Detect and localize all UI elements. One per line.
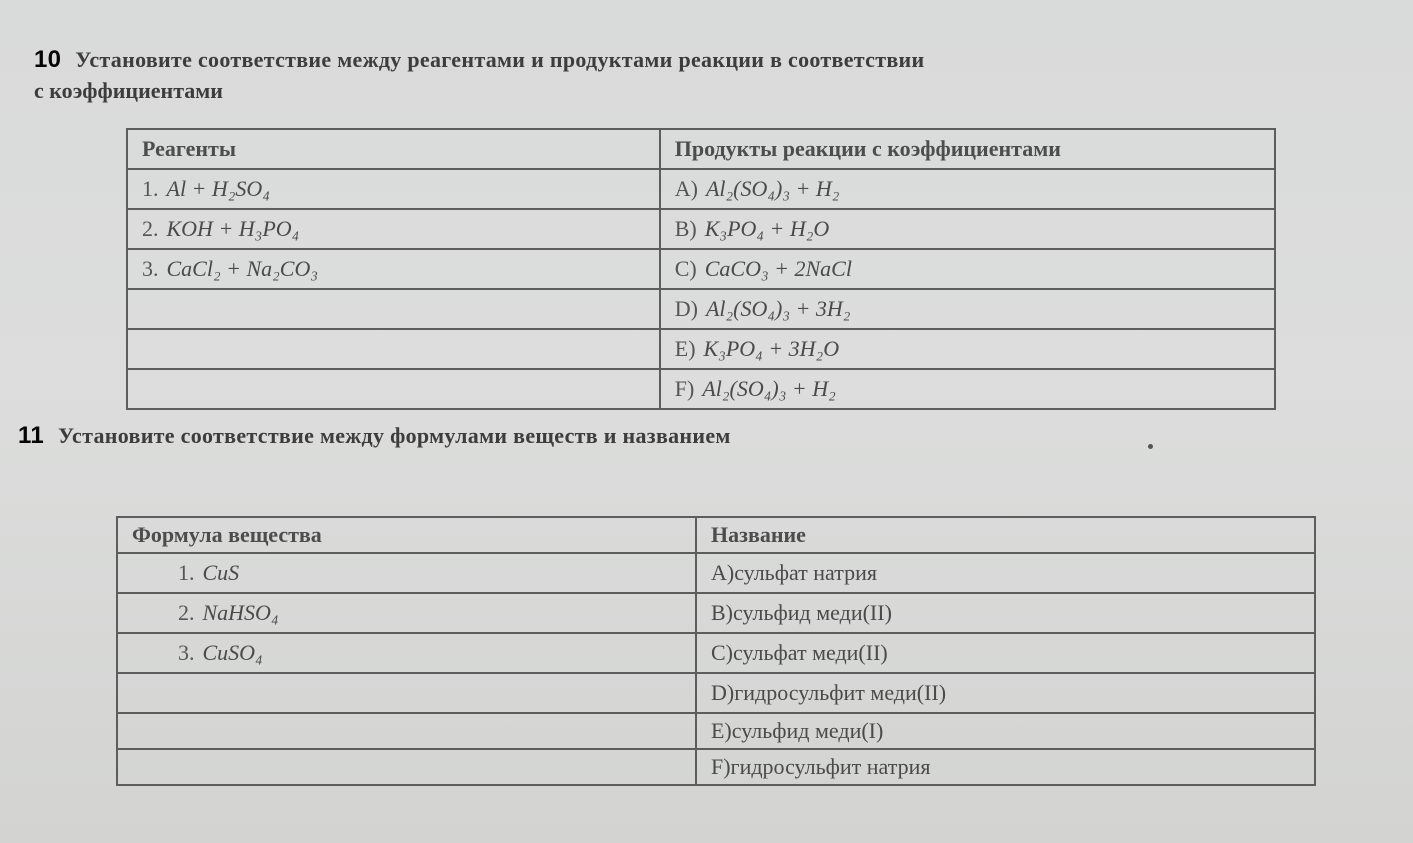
table-row [117, 713, 1315, 749]
table-row [127, 209, 1275, 249]
table-row [127, 249, 1275, 289]
product-formula: Al₂(SO₄)₃ + H₂ [705, 176, 840, 201]
product-cell [660, 249, 1275, 289]
product-index: F) [674, 376, 695, 401]
task-11-text: Установите соответствие между формулами веществ и названием [57, 423, 731, 448]
product-index: C) [674, 256, 697, 281]
reagent-cell [127, 249, 660, 289]
formula-text: CuS [202, 560, 240, 585]
name-cell: A)сульфат натрия [696, 553, 1315, 593]
name-cell: F)гидросульфит натрия [696, 749, 1315, 785]
table-row [117, 553, 1315, 593]
product-formula: K₃PO₄ + 3H₂O [703, 336, 840, 361]
reagent-index: 3. [142, 256, 159, 281]
header-products: Продукты реакции с коэффициентами [660, 129, 1275, 169]
table-row [117, 593, 1315, 633]
reagent-cell [127, 289, 660, 329]
task-11-title [18, 422, 731, 450]
formula-cell [117, 593, 696, 633]
header-formula: Формула вещества [117, 517, 696, 553]
product-formula: CaCO₃ + 2NaCl [704, 256, 852, 281]
reagent-formula: CaCl₂ + Na₂CO₃ [166, 256, 318, 281]
formula-cell [117, 749, 696, 785]
table-header-row [117, 517, 1315, 553]
reagent-formula: KOH + H₃PO₄ [166, 216, 300, 241]
reagent-index: 2. [142, 216, 159, 241]
header-name: Название [696, 517, 1315, 553]
task-11-table [116, 516, 1316, 786]
table-header-row [127, 129, 1275, 169]
task-10-text: Установите соответствие между реагентами и продуктами реакции в соответствии [75, 47, 925, 72]
product-cell [660, 369, 1275, 409]
formula-index: 3. [178, 640, 195, 665]
formula-index: 2. [178, 600, 195, 625]
name-cell: D)гидросульфит меди(II) [696, 673, 1315, 713]
table-row [117, 749, 1315, 785]
product-cell [660, 209, 1275, 249]
name-cell: C)сульфат меди(II) [696, 633, 1315, 673]
formula-index: 1. [178, 560, 195, 585]
product-index: D) [674, 296, 698, 321]
product-index: E) [674, 336, 696, 361]
task-10-number: 10 [34, 46, 62, 73]
table-row [127, 329, 1275, 369]
table-row [127, 169, 1275, 209]
product-index: A) [674, 176, 698, 201]
task-10-subtitle: с коэффициентами [34, 78, 223, 103]
product-cell [660, 169, 1275, 209]
product-formula: Al₂(SO₄)₃ + 3H₂ [705, 296, 851, 321]
product-formula: K₃PO₄ + H₂O [704, 216, 830, 241]
formula-cell [117, 633, 696, 673]
ink-dot [1148, 444, 1153, 449]
table-row [127, 369, 1275, 409]
task-11-number: 11 [18, 422, 44, 449]
formula-text: CuSO₄ [202, 640, 263, 665]
reagent-cell [127, 369, 660, 409]
reagent-index: 1. [142, 176, 159, 201]
formula-cell [117, 553, 696, 593]
task-10-table [126, 128, 1276, 410]
name-cell: E)сульфид меди(I) [696, 713, 1315, 749]
formula-cell [117, 673, 696, 713]
reagent-formula: Al + H₂SO₄ [166, 176, 270, 201]
product-cell [660, 329, 1275, 369]
task-10-title [34, 46, 924, 74]
formula-text: NaHSO₄ [202, 600, 279, 625]
formula-cell [117, 713, 696, 749]
table-row [117, 673, 1315, 713]
reagent-cell [127, 169, 660, 209]
product-formula: Al₂(SO₄)₃ + H₂ [702, 376, 836, 401]
header-reagents: Реагенты [127, 129, 660, 169]
name-cell: B)сульфид меди(II) [696, 593, 1315, 633]
table-row [127, 289, 1275, 329]
product-cell [660, 289, 1275, 329]
reagent-cell [127, 209, 660, 249]
product-index: B) [674, 216, 697, 241]
table-row [117, 633, 1315, 673]
reagent-cell [127, 329, 660, 369]
